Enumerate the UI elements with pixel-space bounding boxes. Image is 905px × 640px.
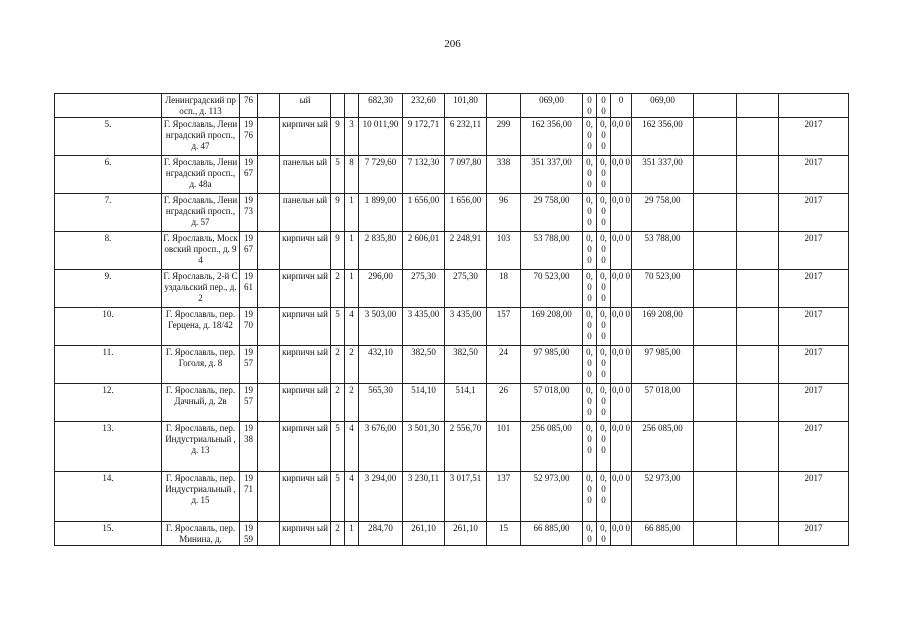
cell-fund-share-3: 0,0 0 [611,156,632,194]
cell-fund-share-3: 0,0 0 [611,472,632,522]
cell-residential-area: 382,50 [445,346,487,384]
cell-row-number: 14. [55,472,162,522]
cell-floors: 9 [331,194,345,232]
cell-living-area: 7 132,30 [403,156,445,194]
cell-build-year: 76 [240,94,258,118]
cell-fund-share-1: 0, 0 0 [583,156,597,194]
table-row [55,472,849,522]
cell-owner-funds: 162 356,00 [632,118,694,156]
cell-living-area: 275,30 [403,270,445,308]
cell-floors: 5 [331,308,345,346]
cell-empty-col [258,472,280,522]
cell-entrances: 4 [345,472,359,522]
cell-row-number: 8. [55,232,162,270]
cell-fund-share-3: 0,0 0 [611,118,632,156]
cell-residential-area: 2 248,91 [445,232,487,270]
cell-planned-year: 2017 [779,232,849,270]
page-number: 206 [444,38,461,50]
cell-owner-funds: 29 758,00 [632,194,694,232]
cell-residents: 24 [487,346,521,384]
table-row [55,232,849,270]
cell-total-area: 3 503,00 [359,308,403,346]
cell-empty-col [258,156,280,194]
cell-empty-col-3 [737,308,779,346]
cell-repair-cost: 70 523,00 [521,270,583,308]
cell-empty-col-3 [737,156,779,194]
cell-living-area: 382,50 [403,346,445,384]
cell-empty-col [258,522,280,546]
table-row [55,422,849,472]
cell-living-area: 3 501,30 [403,422,445,472]
cell-row-number: 11. [55,346,162,384]
housing-table [54,93,849,546]
cell-owner-funds: 351 337,00 [632,156,694,194]
cell-fund-share-2: 0, 0 0 [597,156,611,194]
cell-repair-cost: 162 356,00 [521,118,583,156]
cell-repair-cost: 53 788,00 [521,232,583,270]
cell-fund-share-1: 0, 0 0 [583,118,597,156]
cell-empty-col-2 [694,270,737,308]
cell-fund-share-3: 0,0 0 [611,232,632,270]
cell-entrances: 8 [345,156,359,194]
cell-address: Г. Ярославль, Московский просп., д. 94 [162,232,240,270]
cell-residents: 338 [487,156,521,194]
cell-row-number: 6. [55,156,162,194]
cell-total-area: 565,30 [359,384,403,422]
cell-empty-col [258,270,280,308]
cell-floors: 9 [331,118,345,156]
cell-empty-col-3 [737,422,779,472]
cell-empty-col-3 [737,118,779,156]
cell-build-year: 19 38 [240,422,258,472]
cell-empty-col-2 [694,346,737,384]
cell-wall-material: кирпичн ый [280,232,331,270]
cell-repair-cost: 97 985,00 [521,346,583,384]
cell-row-number: 15. [55,522,162,546]
cell-total-area: 682,30 [359,94,403,118]
cell-floors: 5 [331,422,345,472]
cell-owner-funds: 57 018,00 [632,384,694,422]
cell-empty-col [258,346,280,384]
cell-empty-col [258,384,280,422]
cell-empty-col-2 [694,94,737,118]
cell-residential-area: 514,1 [445,384,487,422]
cell-build-year: 19 67 [240,232,258,270]
cell-fund-share-2: 0, 0 0 [597,118,611,156]
cell-residents: 157 [487,308,521,346]
cell-residential-area: 275,30 [445,270,487,308]
cell-total-area: 3 676,00 [359,422,403,472]
cell-total-area: 296,00 [359,270,403,308]
cell-wall-material: кирпичн ый [280,472,331,522]
cell-owner-funds: 70 523,00 [632,270,694,308]
cell-row-number: 13. [55,422,162,472]
cell-fund-share-1: 0, 0 0 [583,194,597,232]
cell-repair-cost: 069,00 [521,94,583,118]
cell-fund-share-1: 0, 0 0 [583,346,597,384]
cell-fund-share-2: 0, 0 0 [597,308,611,346]
cell-owner-funds: 169 208,00 [632,308,694,346]
cell-residents: 101 [487,422,521,472]
cell-residents: 299 [487,118,521,156]
cell-residential-area: 7 097,80 [445,156,487,194]
cell-fund-share-1: 0, 0 [583,522,597,546]
cell-floors: 2 [331,270,345,308]
cell-row-number: 7. [55,194,162,232]
cell-empty-col [258,308,280,346]
cell-entrances: 2 [345,384,359,422]
cell-empty-col-2 [694,232,737,270]
table-row [55,194,849,232]
cell-row-number: 5. [55,118,162,156]
cell-entrances: 1 [345,522,359,546]
cell-build-year: 19 57 [240,346,258,384]
cell-empty-col-3 [737,270,779,308]
cell-planned-year: 2017 [779,270,849,308]
cell-address: Г. Ярославль, пер. Дачный, д. 2в [162,384,240,422]
cell-row-number [55,94,162,118]
cell-wall-material: кирпичн ый [280,422,331,472]
cell-living-area: 9 172,71 [403,118,445,156]
cell-fund-share-3: 0,0 0 [611,522,632,546]
cell-wall-material: ый [280,94,331,118]
cell-entrances: 4 [345,422,359,472]
cell-total-area: 3 294,00 [359,472,403,522]
table-row [55,346,849,384]
cell-build-year: 19 57 [240,384,258,422]
table-row [55,308,849,346]
cell-planned-year: 2017 [779,156,849,194]
cell-fund-share-3: 0,0 0 [611,346,632,384]
cell-address: Г. Ярославль, пер. Индустриальный , д. 13 [162,422,240,472]
cell-build-year: 19 73 [240,194,258,232]
cell-living-area: 232,60 [403,94,445,118]
cell-address: Г. Ярославль, Ленинградский просп., д. 57 [162,194,240,232]
cell-total-area: 10 011,90 [359,118,403,156]
cell-wall-material: панельн ый [280,156,331,194]
cell-fund-share-2: 0, 0 0 [597,270,611,308]
cell-empty-col-3 [737,472,779,522]
cell-empty-col-2 [694,118,737,156]
cell-fund-share-2: 0, 0 [597,522,611,546]
cell-entrances [345,94,359,118]
cell-residents: 137 [487,472,521,522]
cell-total-area: 7 729,60 [359,156,403,194]
cell-residential-area: 6 232,11 [445,118,487,156]
cell-empty-col-2 [694,422,737,472]
cell-entrances: 1 [345,194,359,232]
cell-build-year: 19 59 [240,522,258,546]
cell-fund-share-3: 0,0 0 [611,308,632,346]
cell-empty-col [258,118,280,156]
cell-floors: 2 [331,346,345,384]
cell-address: Ленинградский просп., д. 113 [162,94,240,118]
cell-build-year: 19 76 [240,118,258,156]
table-body [55,94,849,546]
cell-residents: 15 [487,522,521,546]
cell-residents: 18 [487,270,521,308]
cell-planned-year: 2017 [779,422,849,472]
cell-planned-year: 2017 [779,308,849,346]
cell-empty-col [258,232,280,270]
table-row [55,384,849,422]
cell-address: Г. Ярославль, пер. Гоголя, д. 8 [162,346,240,384]
cell-empty-col-3 [737,522,779,546]
cell-fund-share-3: 0,0 0 [611,270,632,308]
cell-fund-share-2: 0, 0 0 [597,422,611,472]
cell-empty-col [258,422,280,472]
cell-residents: 96 [487,194,521,232]
cell-owner-funds: 256 085,00 [632,422,694,472]
cell-fund-share-3: 0,0 0 [611,384,632,422]
cell-fund-share-1: 0, 0 0 [583,384,597,422]
cell-total-area: 1 899,00 [359,194,403,232]
cell-floors: 5 [331,472,345,522]
cell-empty-col-2 [694,156,737,194]
cell-empty-col-2 [694,472,737,522]
table-row [55,270,849,308]
cell-living-area: 3 435,00 [403,308,445,346]
cell-wall-material: кирпичн ый [280,522,331,546]
cell-address: Г. Ярославль, пер. Герцена, д. 18/42 [162,308,240,346]
cell-fund-share-2: 0, 0 0 [597,384,611,422]
table-row [55,118,849,156]
cell-wall-material: кирпичн ый [280,118,331,156]
cell-fund-share-1: 0, 0 0 [583,472,597,522]
cell-entrances: 1 [345,232,359,270]
cell-repair-cost: 66 885,00 [521,522,583,546]
cell-entrances: 1 [345,270,359,308]
cell-floors: 9 [331,232,345,270]
cell-living-area: 3 230,11 [403,472,445,522]
cell-empty-col-3 [737,94,779,118]
cell-wall-material: кирпичн ый [280,270,331,308]
cell-repair-cost: 29 758,00 [521,194,583,232]
table-row [55,522,849,546]
cell-living-area: 261,10 [403,522,445,546]
cell-address: Г. Ярославль, Ленинградский просп., д. 48а [162,156,240,194]
cell-empty-col-3 [737,346,779,384]
cell-fund-share-1: 0 0 [583,94,597,118]
cell-empty-col [258,194,280,232]
cell-address: Г. Ярославль, пер. Индустриальный , д. 15 [162,472,240,522]
cell-fund-share-1: 0, 0 0 [583,270,597,308]
cell-repair-cost: 52 973,00 [521,472,583,522]
cell-build-year: 19 70 [240,308,258,346]
cell-residents [487,94,521,118]
cell-total-area: 432,10 [359,346,403,384]
cell-address: Г. Ярославль, пер. Минина, д. [162,522,240,546]
cell-residents: 103 [487,232,521,270]
cell-fund-share-2: 0, 0 0 [597,472,611,522]
cell-row-number: 10. [55,308,162,346]
cell-floors: 2 [331,522,345,546]
cell-address: Г. Ярославль, 2-й Суздальский пер., д. 2 [162,270,240,308]
cell-owner-funds: 53 788,00 [632,232,694,270]
cell-fund-share-2: 0, 0 0 [597,232,611,270]
cell-residential-area: 3 017,51 [445,472,487,522]
cell-repair-cost: 351 337,00 [521,156,583,194]
cell-planned-year: 2017 [779,472,849,522]
cell-residential-area: 3 435,00 [445,308,487,346]
cell-total-area: 2 835,80 [359,232,403,270]
cell-planned-year: 2017 [779,118,849,156]
cell-build-year: 19 61 [240,270,258,308]
cell-build-year: 19 71 [240,472,258,522]
cell-residential-area: 1 656,00 [445,194,487,232]
cell-planned-year [779,94,849,118]
cell-wall-material: кирпичн ый [280,346,331,384]
table-row [55,156,849,194]
cell-entrances: 3 [345,118,359,156]
cell-empty-col-3 [737,384,779,422]
cell-entrances: 4 [345,308,359,346]
cell-row-number: 9. [55,270,162,308]
cell-owner-funds: 66 885,00 [632,522,694,546]
cell-owner-funds: 069,00 [632,94,694,118]
cell-empty-col-3 [737,194,779,232]
cell-planned-year: 2017 [779,522,849,546]
cell-empty-col-3 [737,232,779,270]
cell-repair-cost: 256 085,00 [521,422,583,472]
cell-wall-material: кирпичн ый [280,308,331,346]
cell-floors [331,94,345,118]
cell-wall-material: панельн ый [280,194,331,232]
cell-planned-year: 2017 [779,384,849,422]
cell-floors: 2 [331,384,345,422]
cell-entrances: 2 [345,346,359,384]
cell-floors: 5 [331,156,345,194]
cell-address: Г. Ярославль, Ленинградский просп., д. 47 [162,118,240,156]
cell-fund-share-3: 0,0 0 [611,422,632,472]
cell-fund-share-2: 0, 0 0 [597,346,611,384]
cell-residential-area: 2 556,70 [445,422,487,472]
cell-empty-col-2 [694,522,737,546]
cell-living-area: 1 656,00 [403,194,445,232]
cell-build-year: 19 67 [240,156,258,194]
cell-wall-material: кирпичн ый [280,384,331,422]
cell-residents: 26 [487,384,521,422]
cell-repair-cost: 57 018,00 [521,384,583,422]
cell-living-area: 514,10 [403,384,445,422]
cell-fund-share-1: 0, 0 0 [583,308,597,346]
cell-empty-col-2 [694,384,737,422]
cell-empty-col-2 [694,308,737,346]
cell-living-area: 2 606,01 [403,232,445,270]
cell-owner-funds: 97 985,00 [632,346,694,384]
cell-fund-share-2: 0, 0 0 [597,194,611,232]
cell-fund-share-1: 0, 0 0 [583,422,597,472]
cell-fund-share-3: 0,0 0 [611,194,632,232]
cell-total-area: 284,70 [359,522,403,546]
cell-planned-year: 2017 [779,346,849,384]
cell-planned-year: 2017 [779,194,849,232]
cell-fund-share-2: 0 0 [597,94,611,118]
cell-row-number: 12. [55,384,162,422]
cell-residential-area: 261,10 [445,522,487,546]
cell-fund-share-3: 0 [611,94,632,118]
cell-residential-area: 101,80 [445,94,487,118]
cell-empty-col-2 [694,194,737,232]
cell-empty-col [258,94,280,118]
cell-owner-funds: 52 973,00 [632,472,694,522]
cell-fund-share-1: 0, 0 0 [583,232,597,270]
table-row [55,94,849,118]
cell-repair-cost: 169 208,00 [521,308,583,346]
